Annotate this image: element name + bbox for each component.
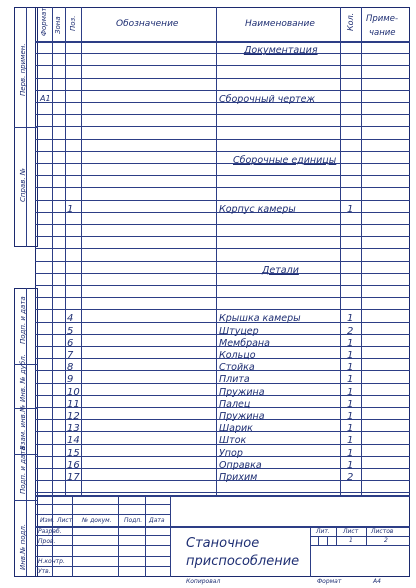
podp-data-label-1: Подп. и дата: [19, 296, 27, 344]
tb-right-row: [310, 536, 410, 537]
table-row-line: [35, 200, 410, 201]
row-name: Сборочный чертеж: [219, 93, 316, 105]
row-name: Упор: [219, 447, 243, 459]
row-name: Стойка: [219, 362, 255, 374]
row-quantity: 2: [347, 472, 354, 483]
row-position: 13: [67, 423, 80, 435]
row-name: Оправка: [219, 459, 262, 471]
table-row-line: [35, 114, 410, 115]
row-position: 7: [67, 350, 74, 361]
footer-copied: Копировал: [186, 578, 221, 585]
row-quantity: 1: [347, 337, 354, 349]
row-section-title: Сборочные единицы: [233, 154, 337, 166]
tb-row-1: [35, 504, 170, 505]
row-position: 17: [67, 472, 80, 483]
header-pos: Поз.: [69, 15, 77, 31]
row-name: Штуцер: [219, 325, 259, 337]
row-name: Корпус камеры: [219, 203, 296, 215]
table-row-line: [35, 65, 410, 66]
table-row-line: [35, 175, 410, 176]
lit-box-1: [318, 536, 319, 545]
tb-col-6: [310, 526, 311, 577]
table-row-line: [35, 163, 410, 164]
row-position: 9: [67, 374, 74, 386]
left-stamp-lower-split-4: [14, 500, 38, 501]
tb-data: Дата: [149, 517, 165, 524]
row-quantity: 1: [347, 398, 354, 410]
table-row-line: [35, 285, 410, 286]
title-block-top: [35, 495, 410, 497]
col-pos-right: [81, 7, 82, 495]
row-position: 8: [67, 362, 74, 374]
row-position: 5: [67, 325, 74, 337]
row-name: Пружина: [219, 386, 265, 398]
row-section-title: Детали: [262, 264, 299, 276]
document-title-line2: приспособление: [186, 554, 300, 569]
row-quantity: 1: [347, 313, 354, 325]
sprav-no-label: Справ. №: [19, 167, 27, 202]
tb-podp: Подп.: [124, 517, 143, 524]
inv-dubl-label: Инв. № дубл.: [19, 354, 27, 402]
row-name: Шток: [219, 435, 247, 447]
row-quantity: 1: [347, 447, 354, 459]
table-row-line: [35, 273, 410, 274]
table-row-line: [35, 126, 410, 127]
col-name-right: [340, 7, 341, 495]
table-row-line: [35, 224, 410, 225]
col-qty-right: [361, 7, 362, 495]
tb-row-2: [35, 514, 170, 515]
table-row-line: [35, 309, 410, 310]
col-zone-right: [65, 7, 66, 495]
tb-sheet-label: Лист: [343, 528, 359, 535]
tb-utv: Утв.: [38, 568, 51, 575]
row-position: 14: [67, 435, 80, 447]
row-position: 1: [67, 203, 74, 215]
tb-doc-no: № докум.: [82, 517, 112, 524]
row-name: Плита: [219, 374, 250, 386]
row-quantity: 1: [347, 386, 354, 398]
row-name: Шарик: [219, 423, 253, 435]
tb-sheets-value: 2: [384, 537, 388, 544]
tb-col-3: [118, 495, 119, 577]
row-quantity: 1: [347, 203, 354, 215]
row-quantity: 2: [347, 325, 354, 337]
header-qty: Кол.: [346, 12, 355, 31]
row-quantity: 1: [347, 350, 354, 361]
row-position: 10: [67, 386, 80, 398]
row-quantity: 1: [347, 435, 354, 447]
table-row-line: [35, 187, 410, 188]
row-position: 12: [67, 411, 80, 422]
tb-row-6: [35, 556, 170, 557]
row-quantity: 1: [347, 459, 354, 471]
tb-sheet-value: 1: [349, 537, 353, 544]
row-section-title: Документация: [244, 45, 318, 56]
row-name: Пружина: [219, 411, 265, 422]
podp-data-label-2: Подп. и дата: [19, 446, 27, 494]
row-position: 4: [67, 313, 74, 325]
footer-format-value: А4: [373, 578, 381, 585]
row-position: 15: [67, 447, 80, 459]
table-row-line: [35, 297, 410, 298]
document-title-line1: Станочное: [186, 536, 260, 551]
tb-prov: Пров.: [38, 538, 56, 545]
header-bottom: [35, 41, 410, 43]
header-format: Формат: [40, 7, 48, 36]
row-quantity: 1: [347, 411, 354, 422]
table-row-line: [35, 261, 410, 262]
tb-row-5: [35, 545, 170, 546]
table-row-line: [35, 78, 410, 79]
row-quantity: 1: [347, 423, 354, 435]
tb-list: Лист: [57, 517, 73, 524]
perv-primen-label: Перв. примен.: [19, 43, 27, 96]
header-designation: Обозначение: [116, 19, 179, 29]
footer-format-label: Формат: [317, 578, 342, 585]
tb-right-row-2: [310, 545, 410, 546]
tb-col-5: [170, 495, 171, 577]
header-zone: Зона: [54, 16, 62, 34]
tb-n-kontr: Н.контр.: [38, 558, 65, 565]
row-name: Кольцо: [219, 350, 256, 361]
header-name: Наименование: [245, 19, 315, 29]
row-quantity: 1: [347, 362, 354, 374]
table-row-line: [35, 236, 410, 237]
col-format-right: [52, 7, 53, 495]
tb-col-2: [72, 495, 73, 577]
table-row-line: [35, 151, 410, 152]
tb-sheets-label: Листов: [371, 528, 394, 535]
row-quantity: 1: [347, 374, 354, 386]
table-row-line: [35, 53, 410, 54]
row-name: Крышка камеры: [219, 313, 301, 325]
col-designation-right: [216, 7, 217, 495]
tb-row-7: [35, 566, 170, 567]
table-row-line: [35, 248, 410, 249]
row-position: 16: [67, 459, 80, 471]
row-position: 11: [67, 398, 80, 410]
row-position: 6: [67, 337, 74, 349]
lit-box-2: [327, 536, 328, 545]
row-format: А1: [40, 93, 51, 103]
table-row-line: [35, 492, 410, 493]
table-row-line: [35, 139, 410, 140]
table-row-line: [35, 90, 410, 91]
tb-izm: Изм.: [40, 517, 55, 524]
inv-podl-label: Инв.№ подл.: [19, 523, 27, 570]
tb-razrab: Разраб.: [38, 528, 62, 535]
vzam-inv-label: Взам. инв.№: [19, 404, 27, 450]
row-name: Палец: [219, 398, 251, 410]
tb-col-4: [145, 495, 146, 577]
header-note-line1: Приме-: [366, 14, 399, 24]
row-name: Прихим: [219, 472, 258, 483]
tb-row-4: [35, 535, 170, 536]
row-name: Мембрана: [219, 337, 270, 349]
header-note-line2: чание: [369, 28, 396, 38]
tb-lit-label: Лит.: [316, 528, 330, 535]
